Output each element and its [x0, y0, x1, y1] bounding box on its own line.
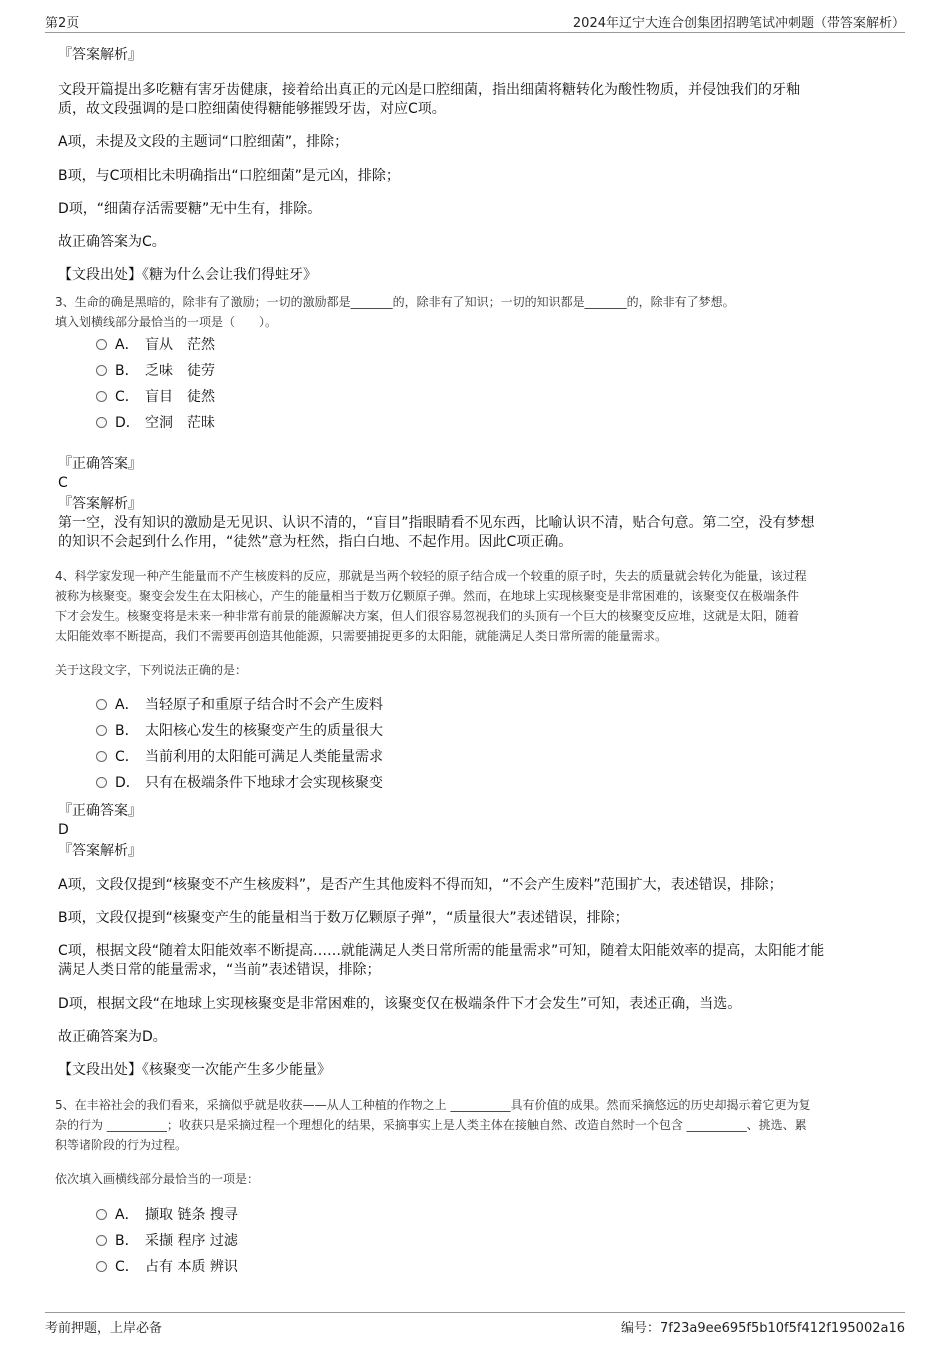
q3-option-d[interactable]: D． 空洞 茫昧 [96, 413, 215, 433]
q3-correct-answer: C [58, 475, 68, 491]
radio-button-icon[interactable] [96, 417, 107, 428]
footer-slogan: 考前押题，上岸必备 [45, 1321, 163, 1336]
page-number: 第2页 [45, 16, 80, 31]
q5-question-line: 杂的行为 __________；收获只是采摘过程一个理想化的结果，采摘事实上是人类主体在接触自然、改造自然时一个包含 __________、挑选、累 [55, 1118, 807, 1132]
q4-option-d[interactable]: D． 只有在极端条件下地球才会实现核聚变 [96, 773, 383, 793]
radio-button-icon[interactable] [96, 1209, 107, 1220]
q2-source [58, 266, 898, 285]
q4-analysis-label: 『答案解析』 [58, 843, 142, 859]
radio-button-icon[interactable] [96, 339, 107, 350]
radio-button-icon[interactable] [96, 751, 107, 762]
q5-question-line: 5、在丰裕社会的我们看来，采摘似乎就是收获——从人工种植的作物之上 __________具有价值的成果。然而采摘悠远的历史却揭示着它更为复 [55, 1098, 811, 1112]
q2-source-title: 《糖为什么会让我们得蛀牙》 [142, 267, 317, 283]
q2-source-label: 【文段出处】 [58, 267, 142, 283]
q3-analysis-line: 第一空，没有知识的激励是无见识、认识不清的，“盲目”指眼睛看不见东西，比喻认识不清，贴合句意。第二空，没有梦想 [58, 515, 815, 531]
q4-correct-answer: D [58, 822, 69, 838]
q4-option-b-explanation: B项，文段仅提到“核聚变产生的能量相当于数万亿颗原子弹”，“质量很大”表述错误，排除； [58, 910, 629, 926]
q5-option-a[interactable]: A． 撷取 链条 搜寻 [96, 1205, 238, 1225]
radio-button-icon[interactable] [96, 699, 107, 710]
q5-option-c[interactable]: C． 占有 本质 辨识 [96, 1257, 238, 1277]
q4-source-label: 【文段出处】 [58, 1062, 142, 1078]
radio-button-icon[interactable] [96, 725, 107, 736]
radio-button-icon[interactable] [96, 1235, 107, 1246]
q4-source-title: 《核聚变一次能产生多少能量》 [142, 1062, 331, 1078]
radio-button-icon[interactable] [96, 391, 107, 402]
q4-prompt: 关于这段文字，下列说法正确的是： [55, 663, 248, 677]
q2-analysis-label: 『答案解析』 [58, 47, 142, 63]
q3-correct-label: 『正确答案』 [58, 456, 142, 472]
q2-option-b-explanation: B项，与C项相比未明确指出“口腔细菌”是元凶，排除； [58, 168, 400, 184]
q4-passage-line: 4、科学家发现一种产生能量而不产生核废料的反应，那就是当两个较轻的原子结合成一个较重的原子时，失去的质量就会转化为能量，该过程 [55, 569, 807, 583]
radio-button-icon[interactable] [96, 365, 107, 376]
radio-button-icon[interactable] [96, 1261, 107, 1272]
document-id: 编号：7f23a9ee695f5b10f5f412f195002a16 [620, 1321, 905, 1336]
q4-option-a-explanation: A项，文段仅提到“核聚变不产生核废料”，是否产生其他废料不得而知，“不会产生废料”范围扩大，表述错误，排除； [58, 877, 783, 893]
q4-conclusion: 故正确答案为D。 [58, 1029, 167, 1045]
q3-option-a[interactable]: A． 盲从 茫然 [96, 335, 215, 355]
q4-option-c-explanation: 满足人类日常的能量需求，“当前”表述错误，排除； [58, 962, 381, 978]
q2-analysis-line: 文段开篇提出多吃糖有害牙齿健康，接着给出真正的元凶是口腔细菌，指出细菌将糖转化为酸性物质，并侵蚀我们的牙釉 [58, 82, 800, 98]
q3-option-c[interactable]: C． 盲目 徒然 [96, 387, 215, 407]
page-footer [45, 1312, 905, 1340]
q4-option-b[interactable]: B． 太阳核心发生的核聚变产生的质量很大 [96, 721, 383, 741]
q5-option-b[interactable]: B． 采撷 程序 过滤 [96, 1231, 238, 1251]
q4-source [58, 1061, 898, 1080]
q4-option-c[interactable]: C． 当前利用的太阳能可满足人类能量需求 [96, 747, 383, 767]
q4-passage-line: 下才会发生。核聚变将是未来一种非常有前景的能源解决方案，但人们很容易忽视我们的头顶有一个巨大的核聚变反应堆，这就是太阳，随着 [55, 609, 800, 623]
q4-passage-line: 太阳能效率不断提高，我们不需要再创造其他能源，只需要捕捉更多的太阳能，就能满足人类日常所需的能量需求。 [55, 629, 668, 643]
q3-option-b[interactable]: B． 乏味 徒劳 [96, 361, 215, 381]
q2-conclusion: 故正确答案为C。 [58, 234, 166, 250]
q4-correct-label: 『正确答案』 [58, 803, 142, 819]
page-header [45, 12, 905, 33]
q3-question-line: 填入划横线部分最恰当的一项是（ ）。 [55, 315, 278, 329]
q3-analysis-line: 的知识不会起到什么作用，“徒然”意为枉然，指白白地、不起作用。因此C项正确。 [58, 534, 573, 550]
q2-option-d-explanation: D项，“细菌存活需要糖”无中生有，排除。 [58, 201, 322, 217]
q5-prompt: 依次填入画横线部分最恰当的一项是： [55, 1172, 260, 1186]
q2-analysis-line: 质，故文段强调的是口腔细菌使得糖能够摧毁牙齿，对应C项。 [58, 101, 446, 117]
q3-analysis-label: 『答案解析』 [58, 496, 142, 512]
q4-passage-line: 被称为核聚变。聚变会发生在太阳核心，产生的能量相当于数万亿颗原子弹。然而，在地球上实现核聚变是非常困难的，该聚变仅在极端条件 [55, 589, 800, 603]
q2-option-a-explanation: A项，未提及文段的主题词“口腔细菌”，排除； [58, 134, 349, 150]
q4-option-a[interactable]: A． 当轻原子和重原子结合时不会产生废料 [96, 695, 383, 715]
q3-question-line: 3、生命的确是黑暗的，除非有了激励；一切的激励都是_______的，除非有了知识；一切的知识都是_______的，除非有了梦想。 [55, 295, 735, 309]
q5-question-line: 积等诸阶段的行为过程。 [55, 1138, 188, 1152]
radio-button-icon[interactable] [96, 777, 107, 788]
q4-option-c-explanation: C项，根据文段“随着太阳能效率不断提高……就能满足人类日常所需的能量需求”可知，随着太阳能效率的提高，太阳能才能 [58, 943, 825, 959]
q4-option-d-explanation: D项，根据文段“在地球上实现核聚变是非常困难的，该聚变仅在极端条件下才会发生”可知，表述正确，当选。 [58, 996, 742, 1012]
document-title: 2024年辽宁大连合创集团招聘笔试冲刺题（带答案解析） [572, 16, 905, 31]
